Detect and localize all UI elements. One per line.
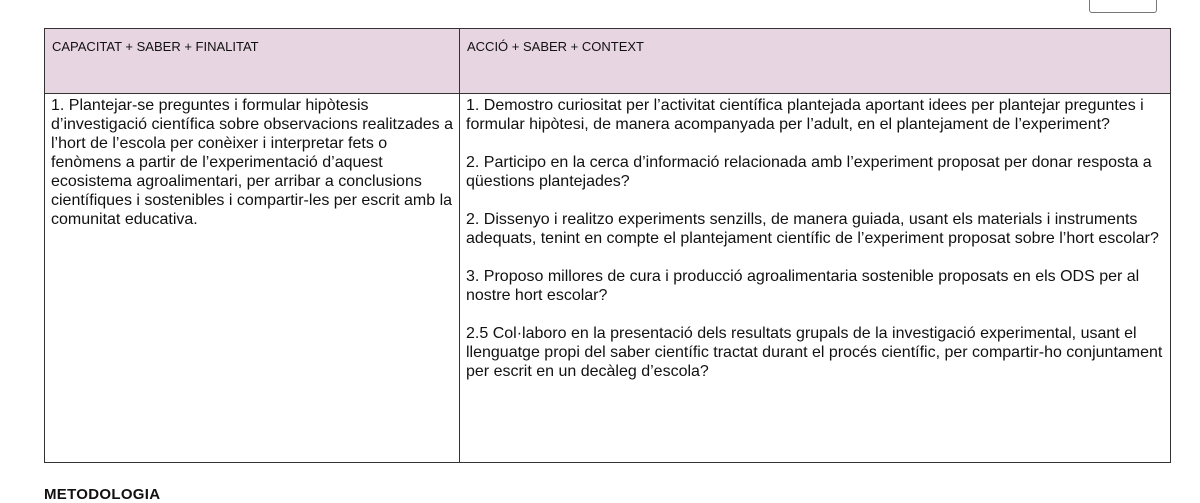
stamp-graphic bbox=[1089, 0, 1157, 13]
accio-item-2: 2. Participo en la cerca d’informació relacionada amb l’experiment proposat per donar resposta a qüestions plantejades? bbox=[466, 154, 1152, 190]
header-capacitat: CAPACITAT + SABER + FINALITAT bbox=[45, 29, 460, 94]
capacitat-cell bbox=[45, 94, 460, 463]
accio-item-5: 2.5 Col·laboro en la presentació dels resultats grupals de la investigació experimental, usant el llenguatge propi del saber científic tractat durant el procés científic, per compartir-ho conjuntament per escrit en un decàleg d’escola? bbox=[466, 325, 1163, 380]
header-accio: ACCIÓ + SABER + CONTEXT bbox=[460, 29, 1171, 94]
accio-item-4: 3. Proposo millores de cura i producció agroalimentaria sostenible proposats en els ODS per al nostre hort escolar? bbox=[466, 268, 1140, 304]
section-title-metodologia: METODOLOGIA bbox=[44, 486, 161, 503]
accio-item-3: 2. Dissenyo i realitzo experiments senzills, de manera guiada, usant els materials i instruments adequats, tenint en compte el plantejament científic de l’experiment proposat sobre l’hort escolar? bbox=[466, 211, 1159, 247]
competency-table bbox=[44, 28, 1171, 463]
table-row bbox=[45, 94, 1171, 463]
accio-item-1: 1. Demostro curiositat per l’activitat científica plantejada aportant idees per plantejar preguntes i formular hipòtesi, de manera acompanyada per l’adult, en el plantejament de l’experiment? bbox=[466, 97, 1144, 133]
table-header-row bbox=[45, 29, 1171, 94]
accio-cell bbox=[460, 94, 1171, 463]
capacitat-text: 1. Plantejar-se preguntes i formular hipòtesis d’investigació científica sobre observacions realitzades a l’hort de l’escola per conèixer i interpretar fets o fenòmens a partir de l’experimentació d’aquest ecosistema agroalimentari, per arribar a conclusions científiques i sostenibles i compartir-les per escrit amb la comunitat educativa. bbox=[51, 97, 453, 228]
